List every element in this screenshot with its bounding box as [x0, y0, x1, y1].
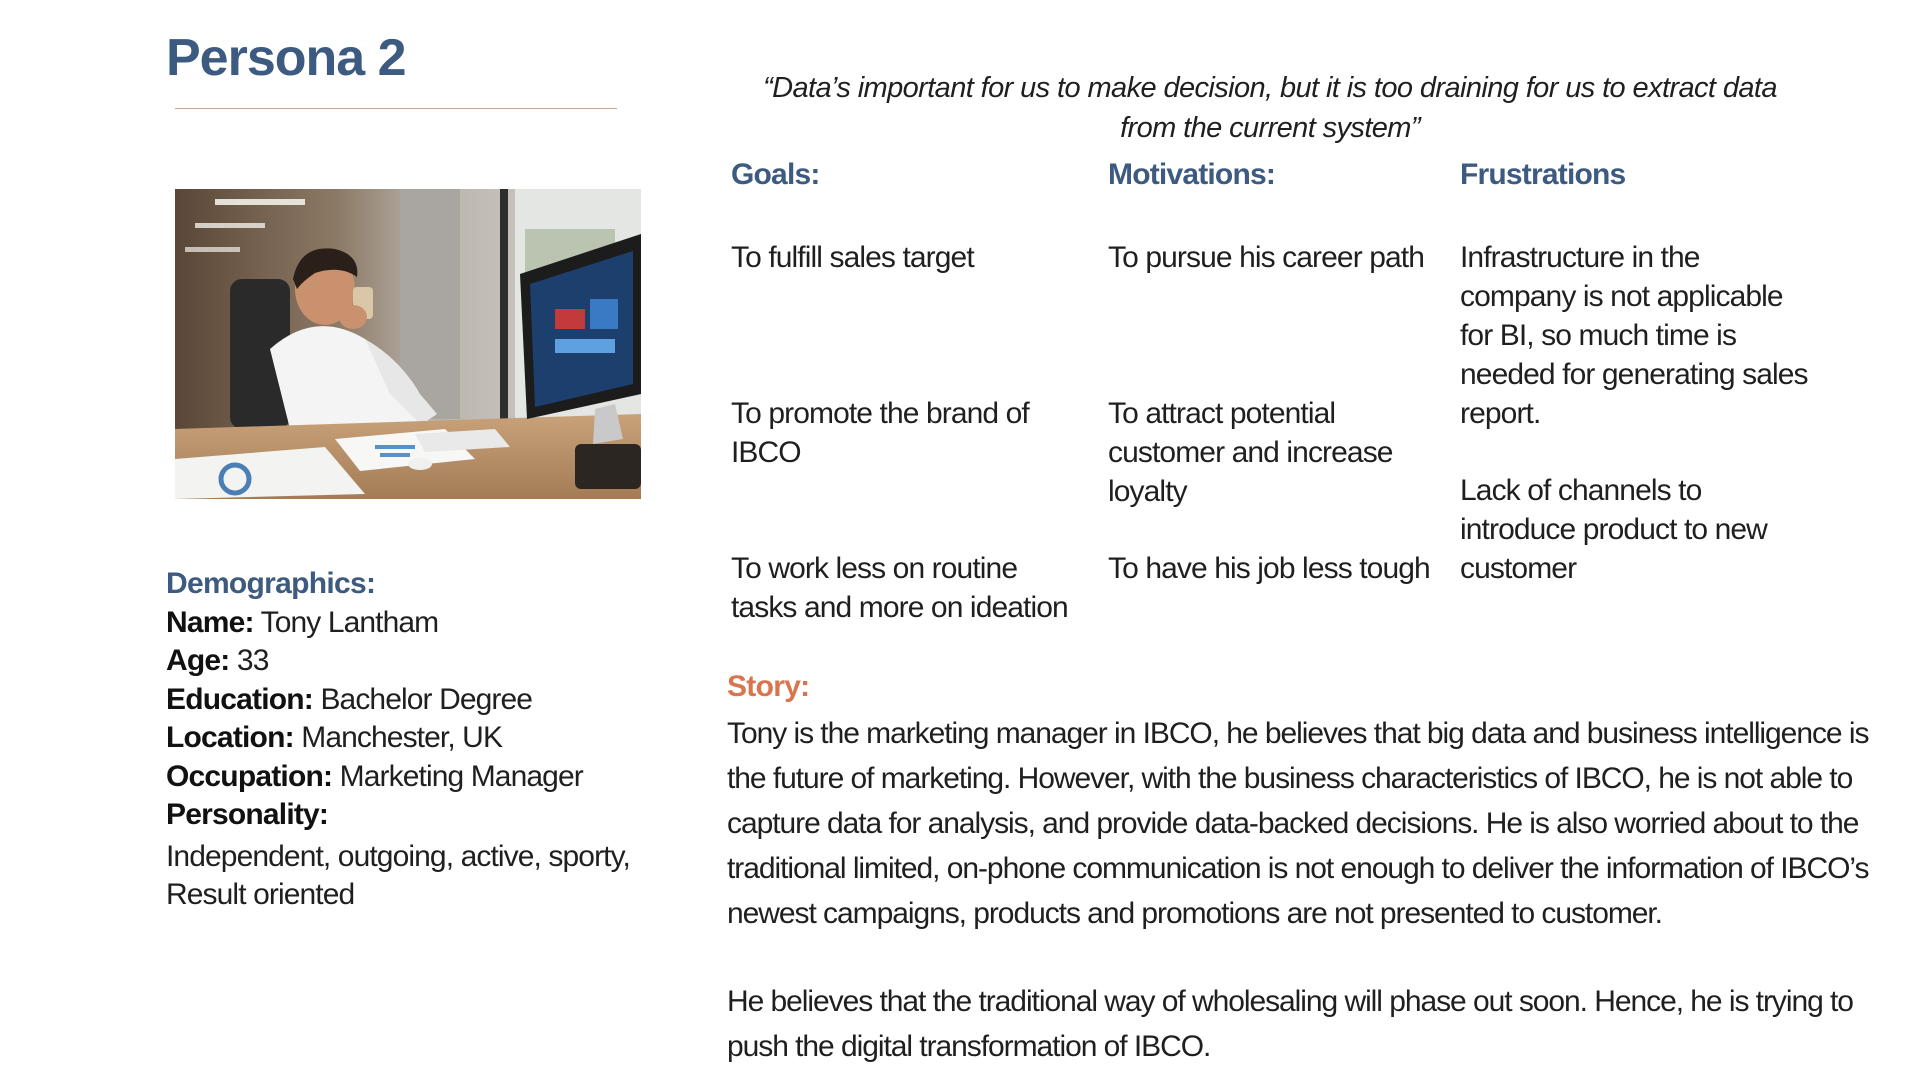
- demographics-header: Demographics:: [166, 567, 376, 600]
- location-label: Location:: [166, 721, 294, 754]
- page-title: Persona 2: [166, 29, 406, 87]
- motivation-item: To attract potential customer and increase loyalty: [1108, 397, 1393, 508]
- goals-header: Goals:: [731, 158, 820, 191]
- personality-value: Independent, outgoing, active, sporty, Result oriented: [166, 839, 630, 911]
- personality-label: Personality:: [166, 798, 329, 831]
- occupation-value: Marketing Manager: [339, 759, 583, 793]
- demographics-personality-row: [166, 796, 666, 835]
- education-label: Education:: [166, 682, 313, 716]
- education-value: Bachelor Degree: [320, 682, 533, 716]
- name-value: Tony Lantham: [260, 605, 439, 639]
- frustrations-header: Frustrations: [1460, 158, 1626, 191]
- motivation-item: To pursue his career path: [1108, 241, 1425, 274]
- story-header: Story:: [727, 670, 810, 703]
- frustration-item: Infrastructure in the company is not applicable for BI, so much time is needed for generating sales report.: [1460, 241, 1808, 430]
- story-paragraph-1: Tony is the marketing manager in IBCO, he believes that big data and business intelligence is the future of marketing. However, with the business characteristics of IBCO, he is not able to capture data for analysis, and provide data-backed decisions. He is also worried about to the traditional limited, on-phone communication is not enough to deliver the information of IBCO’s newest campaigns, products and promotions are not presented to customer.: [727, 717, 1869, 930]
- name-label: Name:: [166, 605, 254, 639]
- demographics-name-row: [166, 604, 666, 643]
- motivations-header: Motivations:: [1108, 158, 1276, 191]
- demographics-education-row: [166, 681, 666, 720]
- demographics-location-row: [166, 719, 666, 758]
- occupation-label: Occupation:: [166, 759, 333, 793]
- persona-quote: “Data’s important for us to make decision, but it is too draining for us to extract data from the current system”: [763, 72, 1777, 144]
- story-paragraph-2: He believes that the traditional way of wholesaling will phase out soon. Hence, he is trying to push the digital transformation of IBCO.: [727, 985, 1853, 1063]
- age-value: 33: [236, 644, 269, 677]
- location-value: Manchester, UK: [301, 721, 503, 754]
- frustration-item: Lack of channels to introduce product to new customer: [1460, 474, 1767, 585]
- person-at-desk-photo: [175, 189, 641, 499]
- motivation-item: To have his job less tough: [1108, 552, 1430, 585]
- goal-item: To work less on routine tasks and more on ideation: [731, 552, 1068, 624]
- demographics-block: [166, 565, 666, 915]
- age-label: Age:: [166, 644, 230, 677]
- goal-item: To fulfill sales target: [731, 241, 974, 274]
- demographics-age-row: [166, 642, 666, 681]
- demographics-occupation-row: [166, 758, 666, 797]
- goal-item: To promote the brand of IBCO: [731, 397, 1029, 469]
- title-divider: [175, 108, 617, 109]
